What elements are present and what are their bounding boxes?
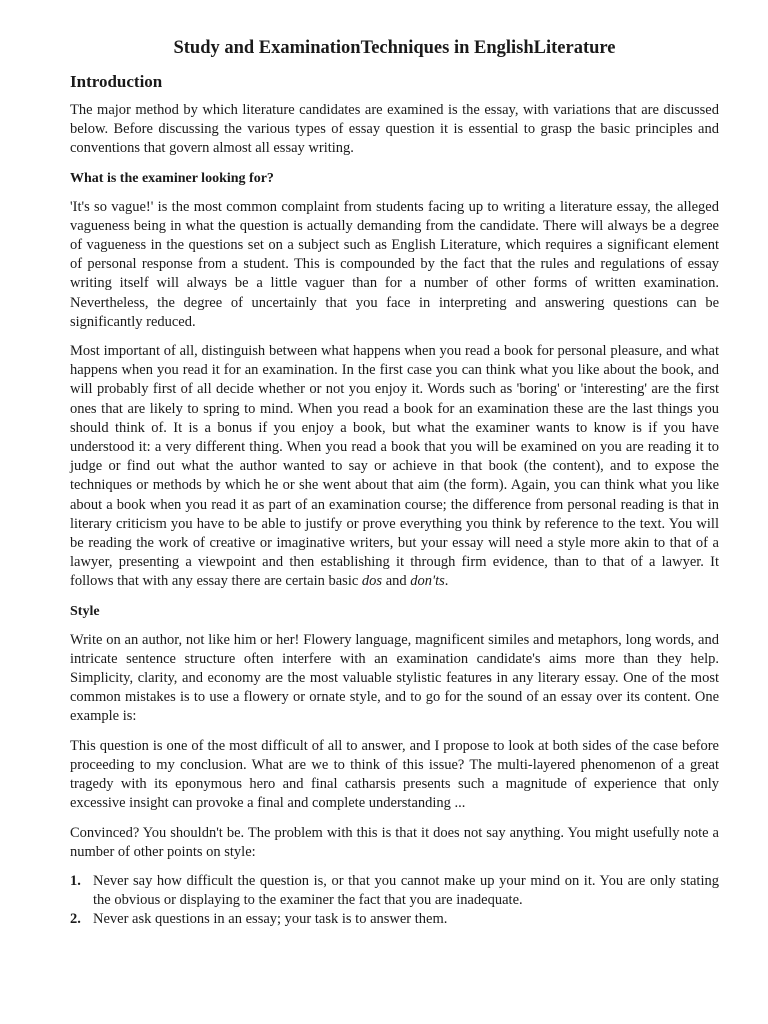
examiner-paragraph-2	[70, 342, 719, 592]
list-item-text: Never ask questions in an essay; your task is to answer them.	[93, 911, 448, 928]
examiner-heading: What is the examiner looking for?	[70, 170, 274, 186]
style-paragraph-1: Write on an author, not like him or her! Flowery language, magnificent similes and metaphors, long words, and intricate sentence structure often interfere with an examination candidate's aims more than they help. Simplicity, clarity, and economy are the most valuable stylistic features in any literary essay. One of the most common mistakes is to use a flowery or ornate style, and to go for the sound of an essay over its content. One example is:	[70, 631, 719, 725]
list-item-text: Never say how difficult the question is, or that you cannot make up your mind on it. You are only stating the obvious or displaying to the examiner the fact that you are inadequate.	[93, 872, 719, 909]
examiner-paragraph-1: 'It's so vague!' is the most common complaint from students facing up to writing a literature essay, the alleged vagueness being in what the question is actually demanding from the candidate. There will always be a degree of vagueness in the questions set on a subject such as English Literature, which requires a significant element of personal response from a student. This is compounded by the fact that the rules and regulations of essay writing itself will always be a little vaguer than for a number of other forms of written examination. Nevertheless, the degree of uncertainly that you face in interpreting and answering questions can be significantly reduced.	[70, 198, 719, 330]
examiner-paragraph-2-text: Most important of all, distinguish between what happens when you read a book for personal pleasure, and what happens when you read it for an examination. In the first case you can think what you like about the book, and will probably first of all decide whether or not you enjoy it. Words such as 'boring' or 'interesting' are the first ones that are likely to spring to mind. When you read a book for an examination these are the last things you should think of. It is a bonus if you enjoy a book, but what the examiner wants to know is if you have understood it: a very different thing. When you read a book that you will be examined on you are reading it to judge or find out what the author wanted to say or achieve in that book (the content), and to expose the techniques or methods by which he or she went about that aim (the form). Again, you can think what you like about a book when you read it as part of an examination course; the difference from personal reading is that in literary criticism you have to be able to justify or prove everything you think by reference to the text. You will be reading the work of creative or imaginative writers, but your essay will need a style more akin to that of a lawyer, presenting a viewpoint and then establishing it through firm evidence, than to that of a lawyer. It follows that with any essay there are certain basic	[70, 343, 719, 590]
dos-emphasis: dos	[361, 573, 383, 590]
list-item	[70, 910, 719, 929]
list-item-number: 1.	[70, 872, 81, 889]
document-title: Study and ExaminationTechniques in EnglishLiterature	[173, 38, 616, 58]
list-item-number: 2.	[70, 911, 81, 928]
style-heading: Style	[70, 603, 100, 619]
introduction-heading: Introduction	[70, 72, 163, 91]
style-paragraph-3: Convinced? You shouldn't be. The problem with this is that it does not say anything. You might usefully note a number of other points on style:	[70, 824, 719, 860]
paragraph-end: .	[444, 573, 449, 590]
and-connector: and	[382, 573, 411, 590]
style-example-paragraph: This question is one of the most difficult of all to answer, and I propose to look at both sides of the case before proceeding to my conclusion. What are we to think of this issue? The multi-layered phenomenon of a great tragedy with its eponymous hero and final catharsis presents such a magnitude of experience that only excessive insight can provoke a final and complete understanding ...	[70, 737, 719, 812]
donts-emphasis: don'ts	[410, 573, 445, 590]
style-points-list	[70, 872, 719, 930]
document-page	[70, 36, 719, 930]
introduction-paragraph: The major method by which literature candidates are examined is the essay, with variations that are discussed below. Before discussing the various types of essay question it is essential to grasp the basic principles and conventions that govern almost all essay writing.	[70, 102, 719, 157]
list-item	[70, 872, 719, 910]
